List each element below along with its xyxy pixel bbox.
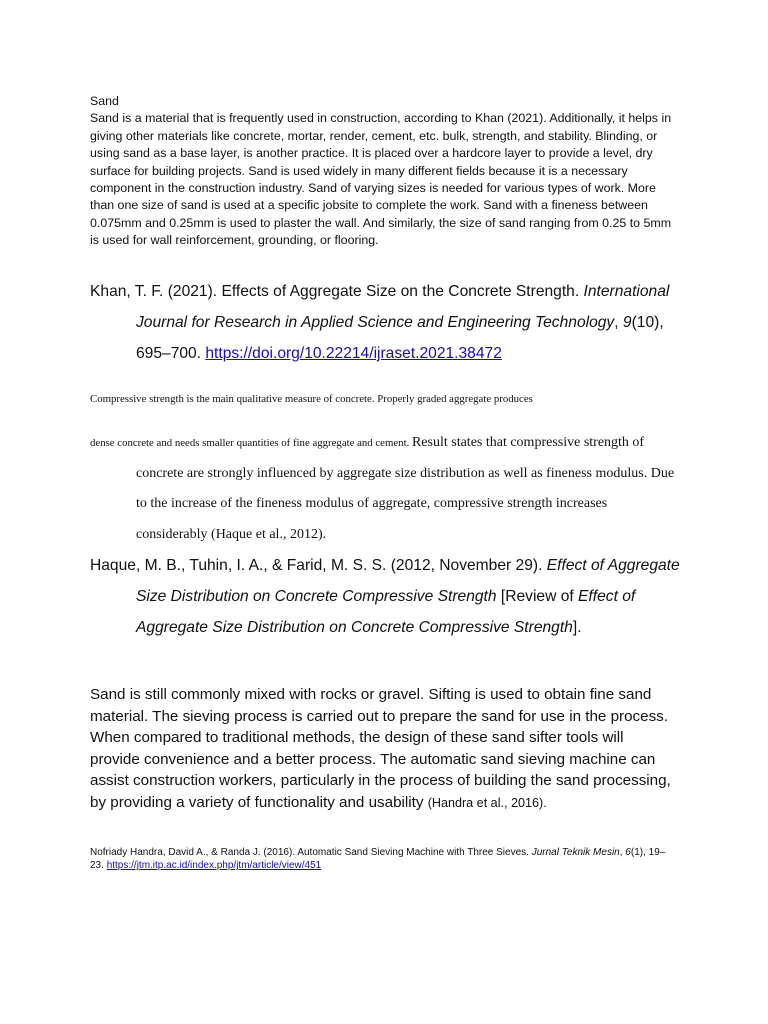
compressive-paragraph-text: Result states that compressive strength of concrete are strongly influenced by aggregate size distribution as well as fineness modulus. Due to the increase of the fineness modulus of aggregate, compressive strength increases considerably (Haque et al., 2012).: [136, 435, 675, 542]
khan-ref-journal: International Journal for Research in Applied Science and Engineering Technology: [136, 283, 670, 331]
haque-ref-review-title: Effect of Aggregate Size Distribution on Concrete Compressive Strength: [136, 588, 636, 636]
khan-ref-doi-link[interactable]: https://doi.org/10.22214/ijraset.2021.38472: [205, 345, 502, 362]
handra-ref-url-link[interactable]: https://jtm.itp.ac.id/index.php/jtm/article/view/451: [106, 860, 322, 872]
handra-ref-issue-pages: (1), 19–23.: [90, 847, 666, 872]
haque-ref-review-of: [Review of: [496, 588, 579, 605]
handra-ref-volume: 6: [625, 847, 631, 858]
khan-ref-issue-pages: (10), 695–700.: [136, 314, 664, 362]
haque-ref-authors-date: Haque, M. B., Tuhin, I. A., & Farid, M. S. S. (2012, November 29).: [90, 557, 547, 574]
handra-ref-authors-title: Nofriady Handra, David A., & Randa J. (2016). Automatic Sand Sieving Machine with Three Sieves.: [90, 847, 532, 858]
khan-ref-authors-title: Khan, T. F. (2021). Effects of Aggregate Size on the Concrete Strength.: [90, 283, 584, 300]
khan-ref-separator: ,: [614, 314, 623, 331]
compressive-paragraph: [90, 428, 680, 550]
sieving-citation: (Handra et al., 2016).: [427, 795, 547, 810]
sand-heading: Sand: [90, 94, 119, 108]
khan-reference: [90, 276, 680, 369]
handra-ref-journal: Jurnal Teknik Mesin: [531, 847, 620, 858]
handra-ref-separator: ,: [619, 847, 626, 858]
sand-section: [90, 93, 680, 250]
haque-ref-closing: ].: [572, 619, 582, 636]
sieving-paragraph-text: Sand is still commonly mixed with rocks or gravel. Sifting is used to obtain fine sand material. The sieving process is carried out to prepare the sand for use in the process. When compared to traditional methods, the design of these sand sifter tools will provide convenience and a better process. The automatic sand sieving machine can assist construction workers, particularly in the process of building the sand processing, by providing a variety of functionality and usability: [90, 686, 671, 811]
haque-reference: [90, 550, 680, 643]
compressive-line-2-small: dense concrete and needs smaller quantities of fine aggregate and cement.: [90, 437, 412, 449]
handra-reference: [90, 846, 675, 873]
haque-ref-title: Effect of Aggregate Size Distribution on Concrete Compressive Strength: [136, 557, 680, 605]
sand-paragraph: Sand is a material that is frequently used in construction, according to Khan (2021). Additionally, it helps in giving other materials like concrete, mortar, render, cement, etc. bulk, strength, and stability. Blinding, or using sand as a base layer, is another practice. It is placed over a hardcore layer to provide a level, dry surface for building projects. Sand is used widely in many different fields because it is a necessary component in the construction industry. Sand of varying sizes is needed for various types of work. More than one size of sand is used at a specific jobsite to complete the work. Sand with a fineness between 0.075mm and 0.25mm is used to plaster the wall. And similarly, the size of sand ranging from 0.25 to 5mm is used for wall reinforcement, grounding, or flooring.: [90, 111, 672, 248]
sieving-paragraph: [90, 684, 675, 815]
khan-ref-volume: 9: [622, 314, 632, 331]
compressive-line-1: Compressive strength is the main qualitative measure of concrete. Properly graded aggregate produces: [90, 393, 533, 405]
